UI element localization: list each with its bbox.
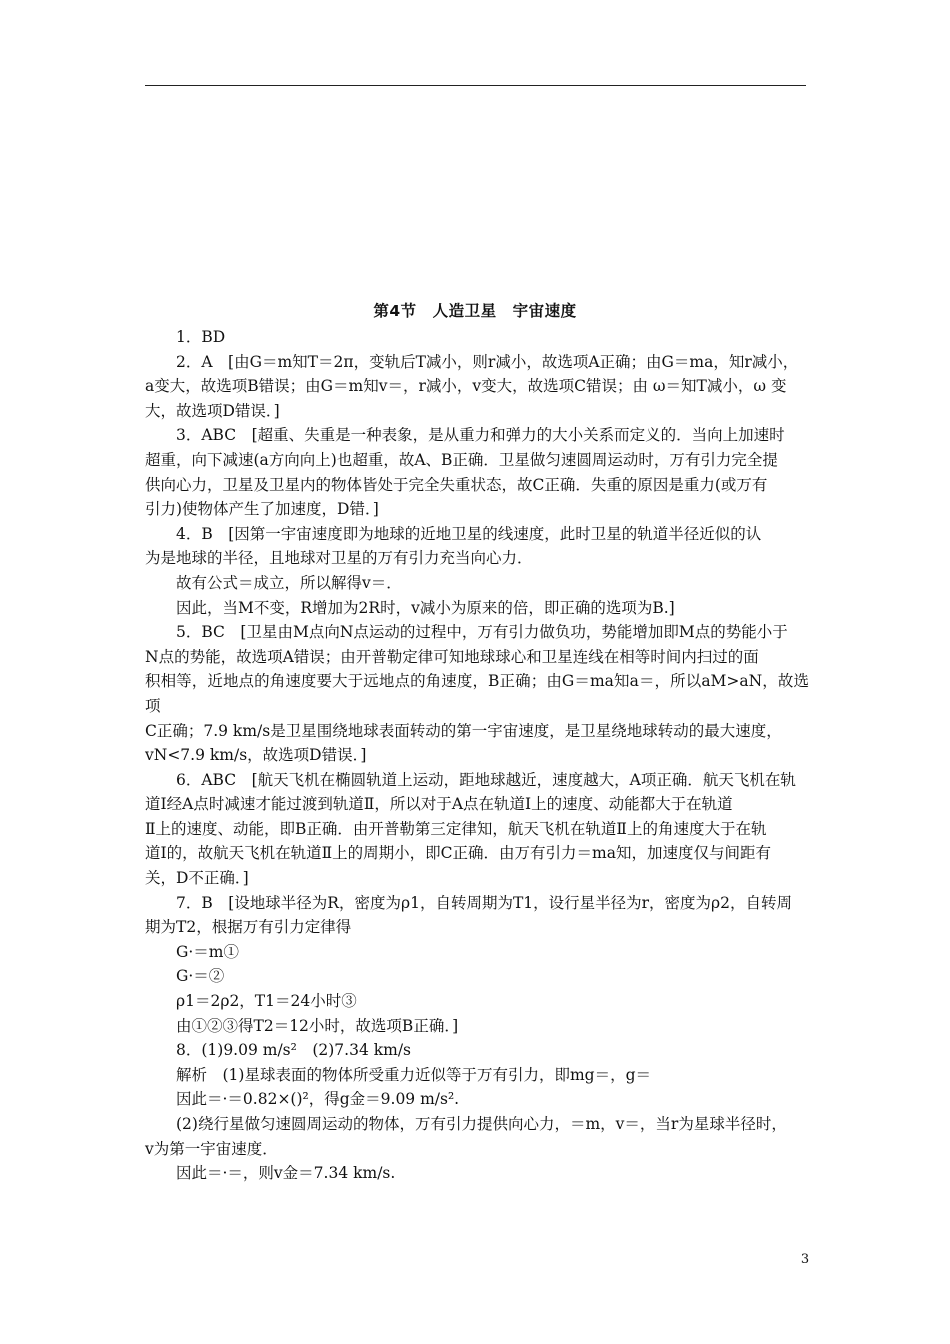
text-line: 4．B [因第一宇宙速度即为地球的近地卫星的线速度，此时卫星的轨道半径近似的认 [176, 524, 762, 543]
text-line: 1．BD [176, 328, 226, 346]
text-line: 关，D不正确．] [145, 869, 249, 888]
text-line: 为是地球的半径，且地球对卫星的万有引力充当向心力． [145, 549, 533, 568]
text-line: 道Ⅰ的，故航天飞机在轨道Ⅱ上的周期小，即C正确．由万有引力＝ma知，加速度仅与间距有 [145, 844, 771, 863]
text-line: 超重，向下减速(a方向向上)也超重，故A、B正确．卫星做匀速圆周运动时，万有引力完全提 [145, 450, 778, 469]
answer-paragraph [145, 1112, 809, 1161]
answer-paragraph [145, 940, 809, 965]
text-line: a变大，故选项B错误；由G＝m知v＝，r减小，v变大，故选项C错误；由 ω＝知T减小，ω 变 [145, 377, 787, 396]
text-line: 解析 (1)星球表面的物体所受重力近似等于万有引力，即mg＝，g＝ [176, 1065, 651, 1084]
text-line: N点的势能，故选项A错误；由开普勒定律可知地球球心和卫星连线在相等时间内扫过的面 [145, 647, 759, 666]
answer-paragraph [145, 768, 809, 891]
text-line: C正确；7.9 km/s是卫星围绕地球表面转动的第一宇宙速度，是卫星绕地球转动的最大速度， [145, 721, 782, 740]
text-line: 引力)使物体产生了加速度，D错．] [145, 500, 379, 519]
text-line: 2．A [由G＝m知T＝2π，变轨后T减小，则r减小，故选项A正确；由G＝ma，知r减小， [176, 352, 799, 371]
text-line: 供向心力，卫星及卫星内的物体皆处于完全失重状态，故C正确．失重的原因是重力(或万有 [145, 475, 768, 494]
text-line: (2)绕行星做匀速圆周运动的物体，万有引力提供向心力，＝m，v＝，当r为星球半径时， [176, 1115, 787, 1133]
answer-paragraph [145, 1087, 809, 1112]
answer-paragraph [145, 1161, 809, 1186]
text-line: 7．B [设地球半径为R，密度为ρ1，自转周期为T1，设行星半径为r，密度为ρ2，自转周 [176, 893, 793, 912]
text-line: 3．ABC [超重、失重是一种表象，是从重力和弹力的大小关系而定义的．当向上加速时 [176, 426, 785, 445]
answer-paragraph [145, 522, 809, 571]
answer-paragraph [145, 891, 809, 940]
text-line: 因此＝·＝0.82×()²，得g金＝9.09 m/s². [176, 1090, 460, 1109]
answer-paragraph [145, 1038, 809, 1063]
page-number: 3 [800, 1252, 810, 1267]
text-line: 道Ⅰ经A点时减速才能过渡到轨道Ⅱ，所以对于A点在轨道Ⅰ上的速度、动能都大于在轨道 [145, 795, 733, 814]
text-line: 故有公式＝成立，所以解得v＝． [176, 573, 402, 592]
text-line: 6．ABC [航天飞机在椭圆轨道上运动，距地球越近，速度越大，A项正确．航天飞机在轨 [176, 770, 796, 789]
answer-paragraph [145, 350, 809, 424]
text-line: 由①②③得T2＝12小时，故选项B正确．] [176, 1016, 459, 1035]
text-line: 大，故选项D错误．] [145, 401, 280, 420]
text-line: G·＝② [176, 967, 225, 986]
answer-paragraph [145, 620, 809, 768]
text-line: 因此，当M不变，R增加为2R时，v减小为原来的倍，即正确的选项为B.] [176, 598, 675, 617]
text-line: ρ1＝2ρ2，T1＝24小时③ [176, 992, 357, 1011]
section-title: 第4节 人造卫星 宇宙速度 [373, 302, 577, 320]
answer-paragraph [145, 964, 809, 989]
answer-paragraph [145, 423, 809, 521]
text-line: vN<7.9 km/s，故选项D错误．] [145, 746, 367, 765]
text-line: 积相等，近地点的角速度要大于远地点的角速度，B正确；由G＝ma知a＝，所以aM>aN，故选项 [145, 672, 809, 715]
text-line: 8．(1)9.09 m/s² (2)7.34 km/s [176, 1041, 412, 1060]
text-line: 因此＝·＝，则v金＝7.34 km/s. [176, 1164, 396, 1183]
answer-paragraph [145, 1014, 809, 1039]
text-line: G·＝m① [176, 942, 240, 961]
answer-paragraph [145, 596, 809, 621]
answer-paragraph [145, 571, 809, 596]
text-line: 5．BC [卫星由M点向N点运动的过程中，万有引力做负功，势能增加即M点的势能小于 [176, 623, 788, 642]
text-line: 期为T2，根据万有引力定律得 [145, 918, 352, 937]
answer-paragraph [145, 1063, 809, 1088]
answer-body [145, 325, 809, 1186]
answer-paragraph [145, 989, 809, 1014]
text-line: v为第一宇宙速度． [145, 1139, 278, 1158]
text-line: Ⅱ上的速度、动能，即B正确．由开普勒第三定律知，航天飞机在轨道Ⅱ上的角速度大于在轨 [145, 819, 767, 838]
header-rule [145, 85, 806, 86]
answer-paragraph [145, 325, 809, 350]
